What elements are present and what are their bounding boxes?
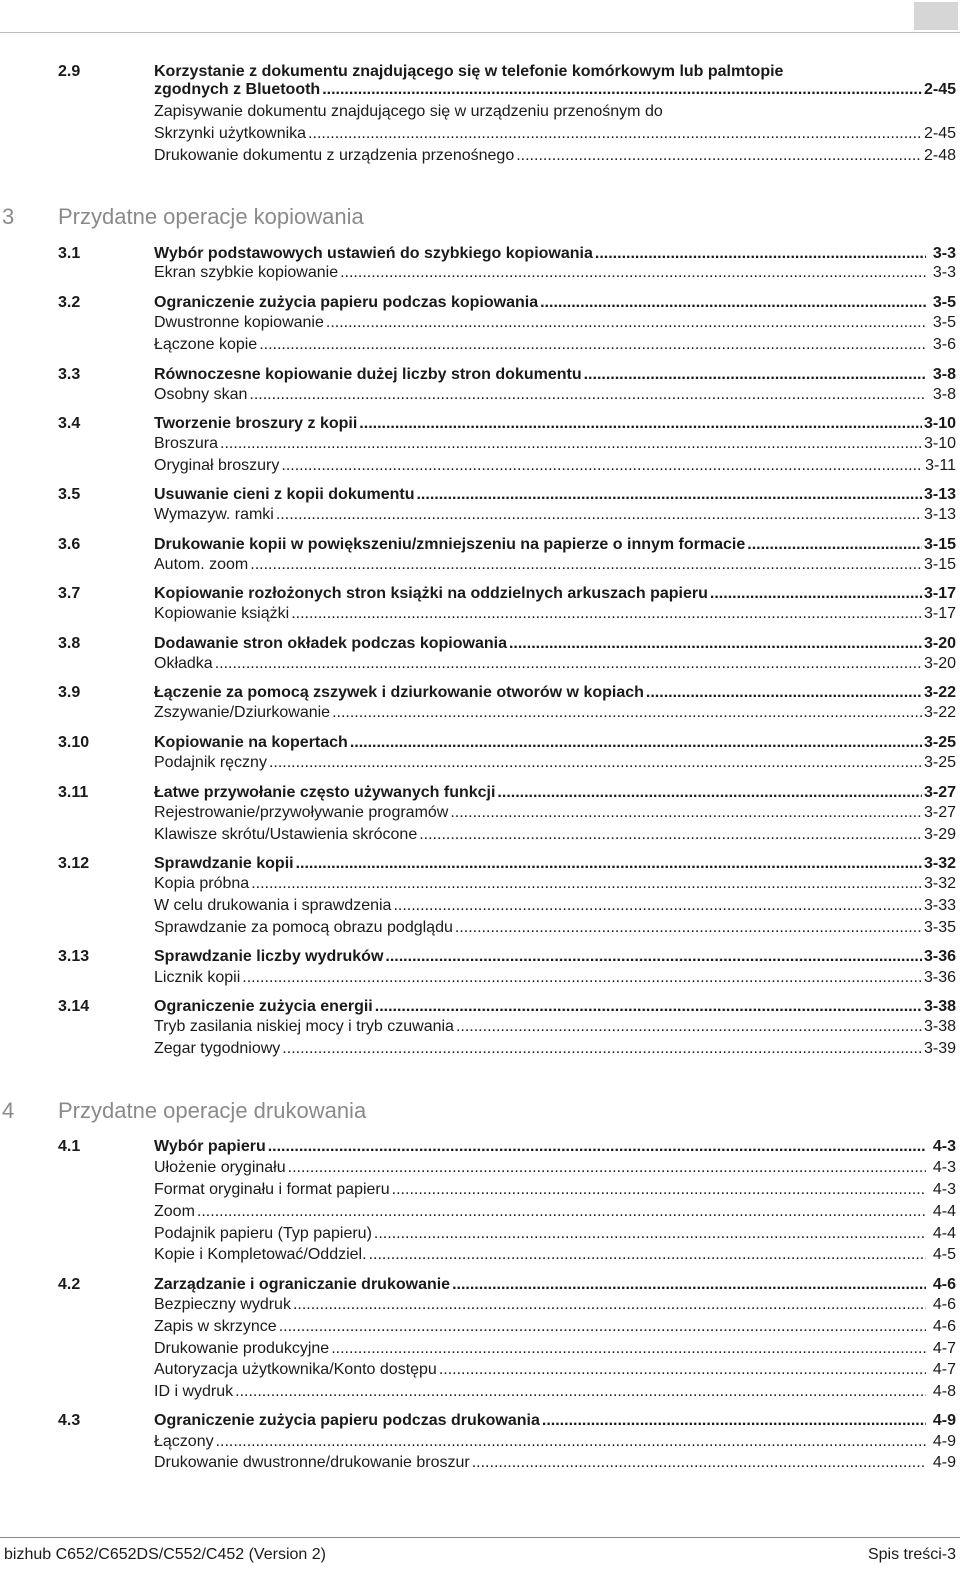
section-number: 3.14 [58,998,90,1015]
toc-subentry[interactable] [154,555,956,575]
chapter-number: 3 [2,204,15,229]
page-number: 3-39 [923,1040,956,1057]
dot-leader [322,80,922,100]
page-number: 3-5 [932,294,956,311]
toc-subentry[interactable] [154,1158,956,1178]
toc-subentry[interactable] [154,968,956,988]
page-number: 4-7 [932,1340,956,1357]
dot-leader [452,1275,926,1295]
entry-title: Autom. zoom [154,556,249,573]
page-number: 4-9 [932,1433,956,1450]
toc-section-entry[interactable] [58,997,956,1017]
toc-subentry[interactable] [154,124,956,144]
dot-leader [293,1295,926,1315]
dot-leader [540,293,926,313]
page-number: 3-5 [932,314,956,331]
entry-title: Zarządzanie i ograniczanie drukowanie [154,1276,451,1293]
toc-subentry[interactable] [154,1202,956,1222]
page-number: 3-33 [923,897,956,914]
page-number: 3-17 [923,585,956,602]
page-number: 3-13 [923,506,956,523]
entry-title: Okładka [154,655,213,672]
toc-section-entry[interactable] [58,683,956,703]
toc-subentry[interactable] [154,456,956,476]
entry-title: Łatwe przywołanie często używanych funkcji [154,784,496,801]
dot-leader [374,1224,926,1244]
toc-subentry[interactable] [154,604,956,624]
dot-leader [340,263,926,283]
toc-section-entry[interactable] [58,244,956,264]
entry-title: Korzystanie z dokumentu znajdującego się w telefonie komórkowym lub palmtopie [154,63,784,80]
page-number: 3-25 [923,734,956,751]
section-number: 3.3 [58,366,81,383]
entry-title: Łączony [154,1433,214,1450]
entry-title: Ograniczenie zużycia papieru podczas kopiowania [154,294,539,311]
section-number: 3.9 [58,684,81,701]
entry-title: Równoczesne kopiowanie dużej liczby stron dokumentu [154,366,582,383]
dot-leader [251,874,922,894]
entry-title: Łączenie za pomocą zszywek i dziurkowanie otworów w kopiach [154,684,644,701]
page-number: 3-20 [923,655,956,672]
page-number: 3-22 [923,684,956,701]
toc-section-entry[interactable] [58,1275,956,1295]
dot-leader [472,1453,926,1473]
entry-title: Wybór papieru [154,1138,266,1155]
entry-title: Kopie i Kompletować/Oddziel. [154,1246,367,1263]
entry-title: zgodnych z Bluetooth [154,81,321,98]
toc-section-entry[interactable] [58,947,956,967]
page-number: 3-11 [925,457,956,474]
page-number: 3-6 [932,336,956,353]
page-number: 4-8 [932,1383,956,1400]
page-number: 3-32 [923,875,956,892]
page-number: 3-38 [923,1018,956,1035]
toc-subentry[interactable] [154,1245,956,1265]
entry-title: Sprawdzanie liczby wydruków [154,948,384,965]
page-number: 3-13 [923,486,956,503]
entry-title: Wybór podstawowych ustawień do szybkiego kopiowania [154,245,593,262]
toc-subentry[interactable] [154,1453,956,1473]
dot-leader [235,1382,926,1402]
toc-section-entry[interactable] [58,783,956,803]
page-number: 3-15 [923,536,956,553]
dot-leader [456,1017,922,1037]
dot-leader [497,783,922,803]
entry-title: Kopiowanie rozłożonych stron książki na oddzielnych arkuszach papieru [154,585,708,602]
entry-title: Ułożenie oryginału [154,1159,286,1176]
dot-leader [242,968,922,988]
page-number: 4-4 [932,1203,956,1220]
dot-leader [375,997,922,1017]
entry-title: Wymazyw. ramki [154,506,274,523]
page-number: 3-36 [923,969,956,986]
toc-subentry[interactable] [154,313,956,333]
entry-title: Kopiowanie na kopertach [154,734,348,751]
dot-leader [281,456,923,476]
dot-leader [331,1339,926,1359]
entry-title: Oryginał broszury [154,457,280,474]
dot-leader [385,947,922,967]
entry-title: Ograniczenie zużycia energii [154,998,373,1015]
dot-leader [220,434,922,454]
section-number: 4.3 [58,1412,81,1429]
entry-title: W celu drukowania i sprawdzenia [154,897,392,914]
page-number: 4-4 [932,1225,956,1242]
dot-leader [276,505,922,525]
entry-title: Zapisywanie dokumentu znajdującego się w urządzeniu przenośnym do [154,103,663,120]
chapter-heading-3 [2,202,364,232]
entry-title: ID i wydruk [154,1383,234,1400]
section-number: 3.5 [58,486,81,503]
entry-title: Tryb zasilania niskiej mocy i tryb czuwania [154,1018,454,1035]
dot-leader [359,414,922,434]
page-number: 4-6 [932,1296,956,1313]
entry-title: Usuwanie cieni z kopii dokumentu [154,486,415,503]
entry-title: Drukowanie dokumentu z urządzenia przenośnego [154,147,515,164]
toc-subentry[interactable] [154,896,956,916]
entry-title: Zapis w skrzynce [154,1318,277,1335]
toc-subentry[interactable] [154,1295,956,1315]
page-number: 3-32 [923,855,956,872]
toc-section-entry[interactable] [58,62,956,82]
entry-title: Łączone kopie [154,336,258,353]
page-number: 3-35 [923,919,956,936]
page-number: 3-10 [923,435,956,452]
dot-leader [439,1360,926,1380]
entry-title: Tworzenie broszury z kopii [154,415,358,432]
entry-title: Sprawdzanie za pomocą obrazu podglądu [154,919,453,936]
toc-section-entry[interactable] [58,365,956,385]
entry-title: Skrzynki użytkownika [154,125,307,142]
toc-section-entry[interactable] [58,584,956,604]
toc-section-entry[interactable] [58,293,956,313]
toc-section-entry[interactable] [58,1137,956,1157]
entry-title: Format oryginału i format papieru [154,1181,390,1198]
page-number: 3-27 [923,784,956,801]
dot-leader [268,1137,926,1157]
toc-subentry[interactable] [154,1339,956,1359]
dot-leader [269,753,922,773]
dot-leader [350,733,922,753]
toc-subentry[interactable] [154,385,956,405]
toc-subentry[interactable] [154,1224,956,1244]
page-number: 4-7 [932,1361,956,1378]
dot-leader [332,703,922,723]
entry-title: Podajnik papieru (Typ papieru) [154,1225,372,1242]
toc-subentry[interactable] [154,918,956,938]
toc-section-entry[interactable] [58,535,956,555]
entry-title: Dwustronne kopiowanie [154,314,324,331]
toc-subentry[interactable] [154,1432,956,1452]
page-number: 3-29 [923,826,956,843]
toc-section-entry[interactable] [58,414,956,434]
page-number: 4-9 [932,1454,956,1471]
dot-leader [542,1411,926,1431]
toc-subentry[interactable] [154,1017,956,1037]
toc-subentry[interactable] [154,753,956,773]
entry-title: Zoom [154,1203,195,1220]
page-number: 3-3 [932,245,956,262]
dot-leader [595,244,926,264]
entry-title: Broszura [154,435,219,452]
toc-subentry[interactable] [154,434,956,454]
entry-title: Rejestrowanie/przywoływanie programów [154,804,449,821]
entry-title: Dodawanie stron okładek podczas kopiowania [154,635,507,652]
toc-section-entry[interactable] [58,485,956,505]
chapter-title: Przydatne operacje kopiowania [58,204,364,229]
section-number: 3.12 [58,855,90,872]
entry-title: Osobny skan [154,386,248,403]
dot-leader [282,1039,922,1059]
dot-leader [646,683,922,703]
toc-subentry[interactable] [154,703,956,723]
dot-leader [326,313,926,333]
section-number: 3.13 [58,948,90,965]
page-number: 4-3 [932,1181,956,1198]
dot-leader [416,485,921,505]
toc-section-entry[interactable] [58,854,956,874]
dot-leader [419,825,922,845]
toc-section-entry[interactable] [58,733,956,753]
toc-subentry[interactable] [154,825,956,845]
dot-leader [215,654,922,674]
footer-product: bizhub C652/C652DS/C552/C452 (Version 2) [4,1546,326,1563]
section-number: 3.4 [58,415,81,432]
dot-leader [509,634,922,654]
entry-title: Autoryzacja użytkownika/Konto dostępu [154,1361,437,1378]
toc-subentry[interactable] [154,146,956,166]
section-number: 3.2 [58,294,81,311]
toc-subentry[interactable] [154,1180,956,1200]
section-number: 3.10 [58,734,90,751]
toc-subentry[interactable] [154,1039,956,1059]
page-number: 3-8 [932,366,956,383]
dot-leader [296,854,922,874]
page-number: 3-10 [923,415,956,432]
page-number: 3-27 [923,804,956,821]
toc-subentry[interactable] [154,263,956,283]
toc-subentry[interactable] [154,1360,956,1380]
page-number: 3-15 [923,556,956,573]
dot-leader [250,555,922,575]
dot-leader [392,1180,926,1200]
dot-leader [259,335,926,355]
toc-subentry[interactable] [154,335,956,355]
toc-subentry[interactable] [154,80,956,100]
toc-section-entry[interactable] [58,634,956,654]
page-number: 2-45 [923,81,956,98]
dot-leader [450,803,922,823]
page-number: 3-3 [932,264,956,281]
toc-subentry[interactable] [154,1382,956,1402]
section-number: 3.8 [58,635,81,652]
toc-subentry[interactable] [154,803,956,823]
page-number: 3-36 [923,948,956,965]
entry-title: Bezpieczny wydruk [154,1296,291,1313]
header-rule [0,32,960,33]
chapter-heading-4 [2,1096,366,1126]
entry-title: Drukowanie dwustronne/drukowanie broszur [154,1454,470,1471]
dot-leader [369,1245,926,1265]
dot-leader [393,896,922,916]
dot-leader [584,365,926,385]
page-number: 2-48 [923,147,956,164]
dot-leader [308,124,922,144]
toc-subentry[interactable] [154,1317,956,1337]
entry-title: Drukowanie kopii w powiększeniu/zmniejszeniu na papierze o innym formacie [154,536,746,553]
page-number: 4-3 [932,1138,956,1155]
entry-title: Ekran szybkie kopiowanie [154,264,339,281]
section-number: 3.7 [58,585,81,602]
page-number: 3-22 [923,704,956,721]
page-number: 2-45 [923,125,956,142]
dot-leader [516,146,922,166]
page-number: 3-8 [932,386,956,403]
section-number: 3.6 [58,536,81,553]
page-number: 4-9 [932,1412,956,1429]
page-number: 3-38 [923,998,956,1015]
entry-title: Kopiowanie książki [154,605,290,622]
page-number: 3-25 [923,754,956,771]
toc-section-entry[interactable] [58,1411,956,1431]
footer-rule [0,1537,960,1538]
section-number: 3.1 [58,245,81,262]
page-number: 3-17 [923,605,956,622]
toc-subentry[interactable] [154,505,956,525]
dot-leader [249,385,926,405]
toc-subentry[interactable] [154,654,956,674]
page-number: 4-6 [932,1318,956,1335]
entry-title: Ograniczenie zużycia papieru podczas drukowania [154,1412,540,1429]
section-number: 2.9 [58,63,81,80]
dot-leader [710,584,922,604]
section-number: 3.11 [58,784,89,801]
entry-title: Klawisze skrótu/Ustawienia skrócone [154,826,418,843]
footer-page-number: Spis treści-3 [867,1546,956,1563]
entry-title: Drukowanie produkcyjne [154,1340,330,1357]
page-number: 4-5 [932,1246,956,1263]
page-number: 4-3 [932,1159,956,1176]
corner-tab [914,2,958,30]
entry-title: Zszywanie/Dziurkowanie [154,704,331,721]
section-number: 4.2 [58,1276,81,1293]
entry-title: Licznik kopii [154,969,241,986]
dot-leader [197,1202,926,1222]
entry-title: Podajnik ręczny [154,754,267,771]
page-number: 3-20 [923,635,956,652]
entry-title: Sprawdzanie kopii [154,855,294,872]
toc-subentry[interactable] [154,874,956,894]
dot-leader [279,1317,926,1337]
entry-title: Zegar tygodniowy [154,1040,281,1057]
dot-leader [455,918,922,938]
chapter-number: 4 [2,1098,15,1123]
entry-title: Kopia próbna [154,875,250,892]
toc-subentry[interactable] [154,102,956,122]
chapter-title: Przydatne operacje drukowania [58,1098,367,1123]
section-number: 4.1 [58,1138,81,1155]
dot-leader [288,1158,926,1178]
dot-leader [291,604,922,624]
page-number: 4-6 [932,1276,956,1293]
dot-leader [747,535,922,555]
dot-leader [216,1432,926,1452]
